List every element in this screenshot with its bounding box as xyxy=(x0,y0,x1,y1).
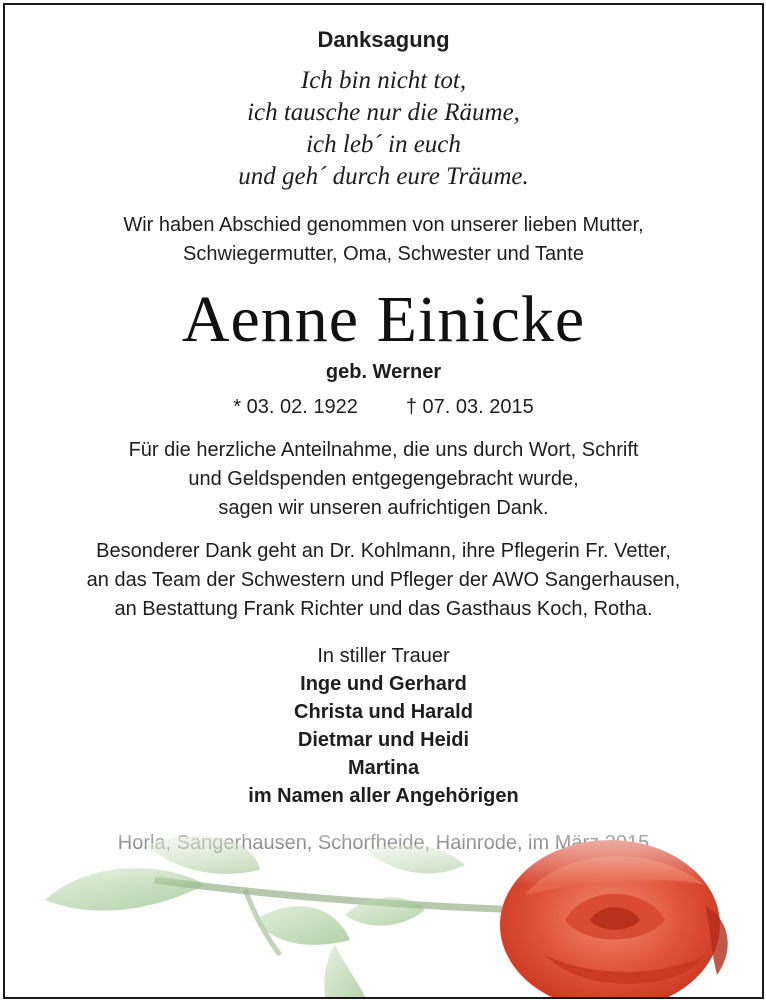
intro-text xyxy=(5,211,762,269)
poem-line: und geh´ durch eure Träume. xyxy=(238,163,529,190)
mourner: im Namen aller Angehörigen xyxy=(248,785,519,807)
birth-date: * 03. 02. 1922 xyxy=(233,396,358,418)
poem-line: ich leb´ in euch xyxy=(306,131,461,158)
intro-line: Schwiegermutter, Oma, Schwester und Tante xyxy=(183,243,584,265)
poem-line: Ich bin nicht tot, xyxy=(300,67,467,94)
death-date: † 07. 03. 2015 xyxy=(405,396,534,418)
deceased-name: Aenne Einicke xyxy=(181,283,586,356)
thanks-text xyxy=(5,436,762,523)
thanks-line: und Geldspenden entgegengebracht wurde, xyxy=(188,468,579,490)
obituary-content xyxy=(5,5,762,858)
thanks-line: sagen wir unseren aufrichtigen Dank. xyxy=(218,497,549,519)
mourner: Inge und Gerhard xyxy=(300,673,467,695)
thanks-line: Für die herzliche Anteilnahme, die uns durch Wort, Schrift xyxy=(128,439,639,461)
mourner: Christa und Harald xyxy=(294,701,473,723)
special-thanks-text xyxy=(5,537,762,624)
maiden-name: geb. Werner xyxy=(325,361,442,383)
intro-line: Wir haben Abschied genommen von unserer lieben Mutter, xyxy=(123,214,644,236)
poem-line: ich tausche nur die Räume, xyxy=(247,99,520,126)
poem xyxy=(5,65,762,193)
obituary-frame xyxy=(3,3,764,999)
mourners-list xyxy=(5,670,762,810)
special-thanks-line: Besonderer Dank geht an Dr. Kohlmann, ihre Pflegerin Fr. Vetter, xyxy=(96,540,671,562)
special-thanks-line: an das Team der Schwestern und Pfleger der AWO Sangerhausen, xyxy=(86,569,681,591)
mourning-label: In stiller Trauer xyxy=(317,645,450,667)
mourner: Dietmar und Heidi xyxy=(297,729,470,751)
special-thanks-line: an Bestattung Frank Richter und das Gasthaus Koch, Rotha. xyxy=(114,598,653,620)
rose-image xyxy=(5,825,762,997)
heading: Danksagung xyxy=(317,27,450,52)
mourner: Martina xyxy=(347,757,420,779)
life-dates xyxy=(5,392,762,422)
